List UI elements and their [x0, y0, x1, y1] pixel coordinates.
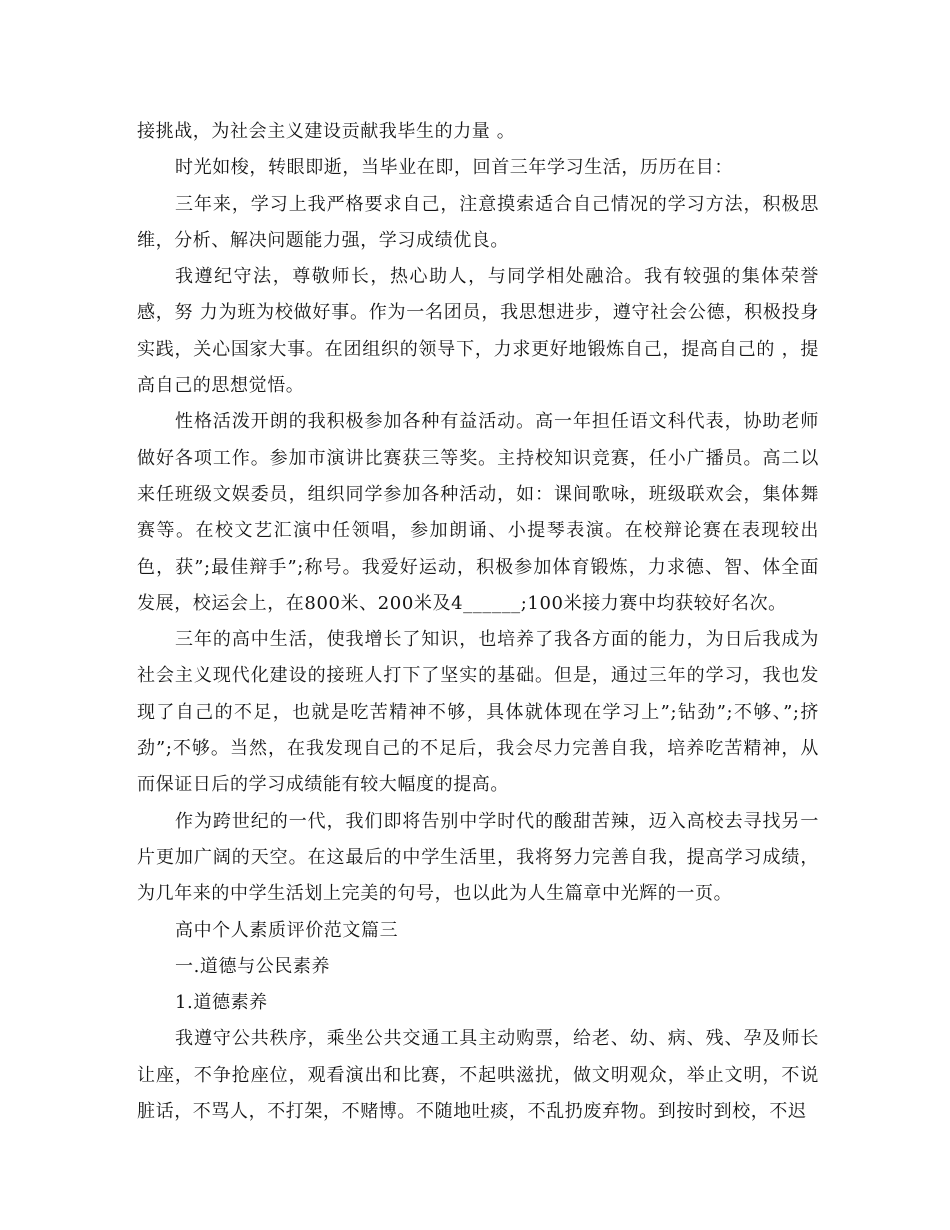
- paragraph-discipline: 我遵纪守法，尊敬师长，热心助人，与同学相处融洽。我有较强的集体荣誉感，努 力为班为校做好事。作为一名团员，我思想进步，遵守社会公德，积极投身实践，关心国家大事。在团组织的领导下，力求更好地锻炼自己，提高自己的 ，提高自己的思想觉悟。: [137, 266, 819, 397]
- paragraph-study: 三年来，学习上我严格要求自己，注意摸索适合自己情况的学习方法，积极思维，分析、解决问题能力强，学习成绩优良。: [137, 193, 819, 251]
- paragraph-farewell: 作为跨世纪的一代，我们即将告别中学时代的酸甜苦辣，迈入高校去寻找另一片更加广阔的天空。在这最后的中学生活里，我将努力完善自我，提高学习成绩，为几年来的中学生活划上完美的句号，也以此为人生篇章中光辉的一页。: [137, 810, 819, 905]
- paragraph-reflection: 三年的高中生活，使我增长了知识，也培养了我各方面的能力，为日后我成为社会主义现代化建设的接班人打下了坚实的基础。但是，通过三年的学习，我也发现了自己的不足，也就是吃苦精神不够，具体就体现在学习上”;钻劲”;不够、”;挤劲”;不够。当然，在我发现自己的不足后，我会尽力完善自我，培养吃苦精神，从而保证日后的学习成绩能有较大幅度的提高。: [137, 629, 819, 796]
- section-title: 高中个人素质评价范文篇三: [175, 919, 399, 941]
- paragraph-activities: 性格活泼开朗的我积极参加各种有益活动。高一年担任语文科代表，协助老师做好各项工作。参加市演讲比赛获三等奖。主持校知识竞赛，任小广播员。高二以来任班级文娱委员，组织同学参加各种活动，如：课间歌咏，班级联欢会，集体舞赛等。在校文艺汇演中任领唱，参加朗诵、小提琴表演。在校辩论赛在表现较出色，获”;最佳辩手”;称号。我爱好运动，积极参加体育锻炼，力求德、智、体全面发展，校运会上，在800米、200米及4______;100米接力赛中均获较好名次。: [137, 411, 819, 614]
- paragraph-continuation: 接挑战，为社会主义建设贡献我毕生的力量 。: [137, 121, 516, 142]
- document-body: [137, 114, 819, 1130]
- paragraph-intro: 时光如梭，转眼即逝，当毕业在即，回首三年学习生活，历历在目：: [175, 157, 733, 179]
- section-heading-morality-citizenship: 一.道德与公民素养: [175, 955, 331, 977]
- paragraph-public-order: 我遵守公共秩序，乘坐公共交通工具主动购票，给老、幼、病、残、孕及师长让座，不争抢座位，观看演出和比赛，不起哄滋扰，做文明观众，举止文明，不说脏话，不骂人，不打架，不赌博。不随地吐痰，不乱扔废弃物。到按时到校，不迟: [137, 1028, 819, 1123]
- subsection-heading-morality: 1.道德素养: [175, 992, 268, 1014]
